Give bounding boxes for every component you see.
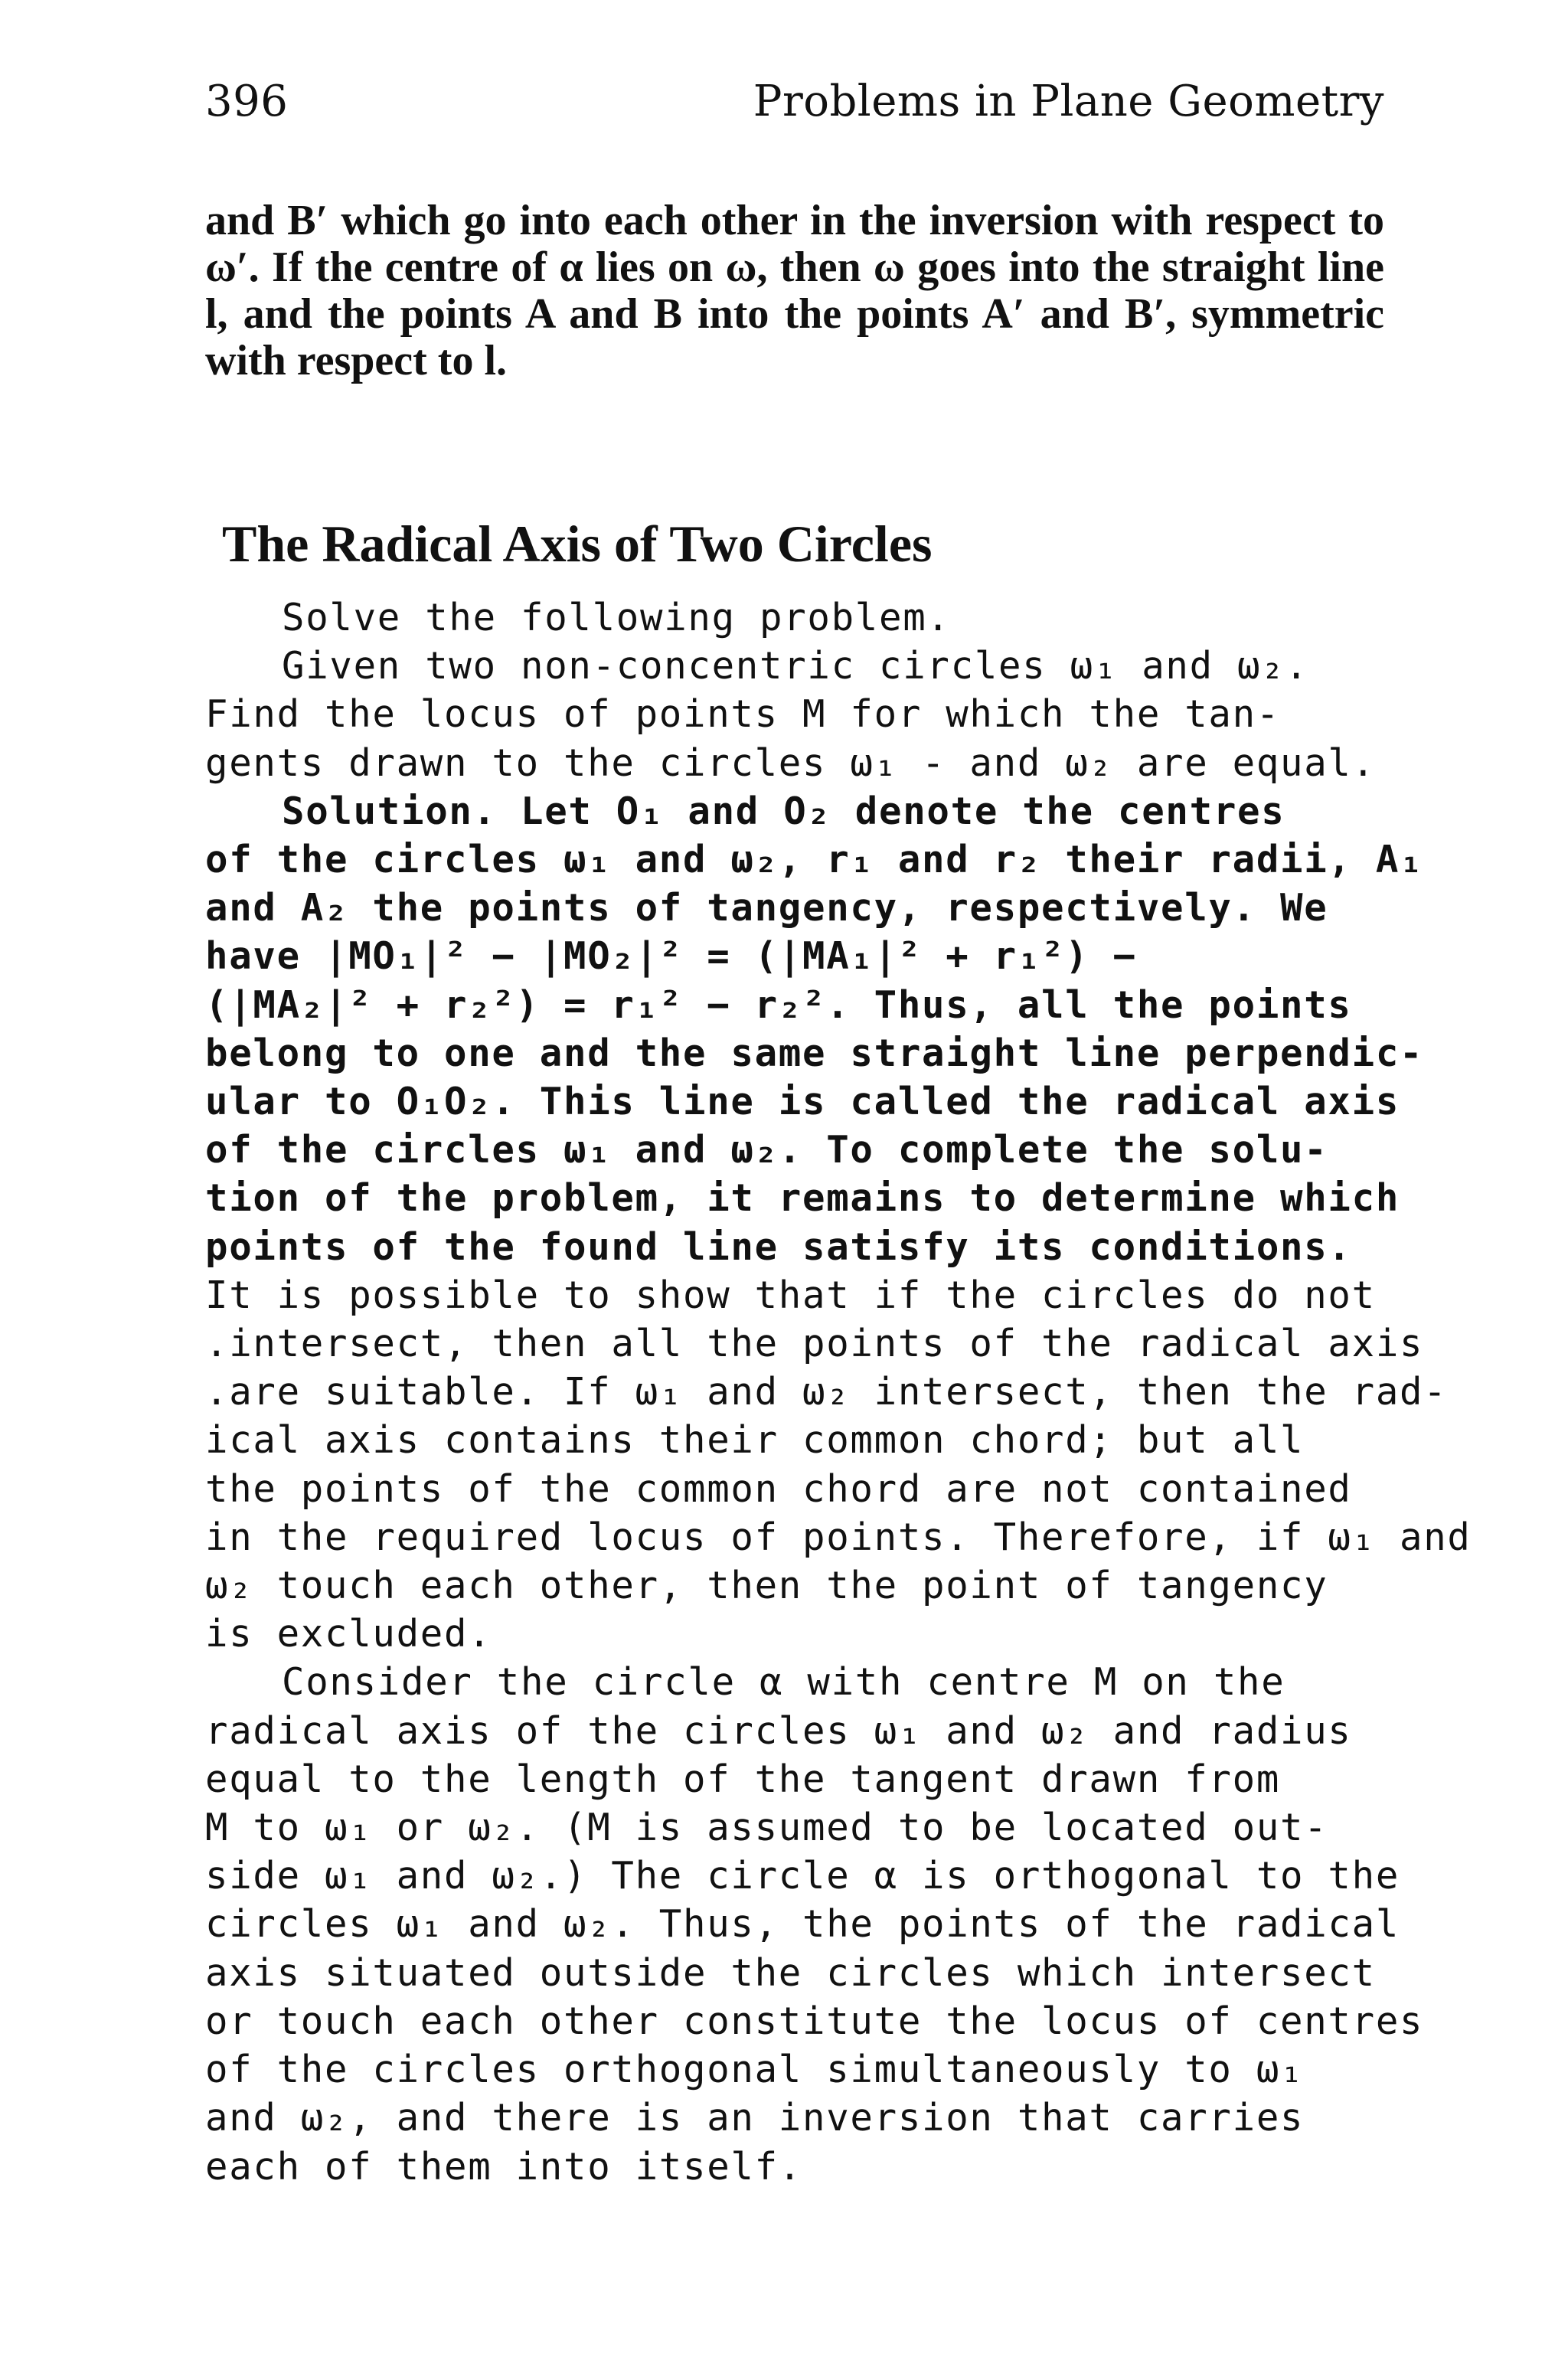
paragraph-line: gents drawn to the circles ω₁ - and ω₂ are equal. — [205, 740, 1376, 785]
paragraph-line: of the circles ω₁ and ω₂, r₁ and r₂ their radii, A₁ — [205, 838, 1424, 882]
paragraph-line: ular to O₁O₂. This line is called the radical axis — [205, 1080, 1400, 1124]
section-title: The Radical Axis of Two Circles — [222, 515, 933, 573]
paragraph-line: Given two non-concentric circles ω₁ and ω₂. — [282, 644, 1309, 688]
paragraph-line: have |MO₁|² − |MO₂|² = (|MA₁|² + r₁²) − — [205, 934, 1137, 979]
paragraph-line: of the circles orthogonal simultaneously to ω₁ — [205, 2048, 1305, 2092]
paragraph-line: is excluded. — [205, 1612, 492, 1656]
paragraph-line: axis situated outside the circles which intersect — [205, 1950, 1376, 1995]
paragraph-line: Solution. Let O₁ and O₂ denote the centres — [282, 789, 1285, 833]
paragraph-line: of the circles ω₁ and ω₂. To complete the solu- — [205, 1128, 1328, 1172]
paragraph-line: tion of the problem, it remains to determine which — [205, 1176, 1400, 1221]
paragraph-line: Solve the following problem. — [282, 596, 951, 639]
paragraph-line: Find the locus of points M for which the tan- — [205, 692, 1281, 737]
paragraph-line: the points of the common chord are not contained — [205, 1466, 1352, 1511]
paragraph-line: in the required locus of points. Therefore, if ω₁ and — [205, 1515, 1472, 1559]
paragraph-line: points of the found line satisfy its conditions. — [205, 1224, 1352, 1269]
page-number: 396 — [205, 77, 289, 126]
paragraph-line: or touch each other constitute the locus of centres — [205, 1999, 1424, 2043]
paragraph-line: radical axis of the circles ω₁ and ω₂ and radius — [205, 1708, 1352, 1753]
section-body — [205, 593, 1472, 2191]
intro-paragraph: and B′ which go into each other in the inversion with respect to ω′. If the centre of α lies on ω, then ω goes into the straight line l, and the points A and B into the points A′ and B′, symmetric with respect to l. — [205, 197, 1384, 384]
running-title: Problems in Plane Geometry — [753, 77, 1384, 126]
page-header — [205, 67, 1384, 136]
paragraph-line: (|MA₂|² + r₂²) = r₁² − r₂². Thus, all the points — [205, 982, 1352, 1027]
paragraph-line: and ω₂, and there is an inversion that carries — [205, 2096, 1305, 2140]
paragraph-line: Consider the circle α with centre M on the — [282, 1660, 1285, 1705]
paragraph-line: .intersect, then all the points of the radical axis — [205, 1322, 1424, 1366]
paragraph-line: belong to one and the same straight line perpendic- — [205, 1031, 1424, 1075]
paragraph-line: ω₂ touch each other, then the point of tangency — [205, 1564, 1328, 1608]
paragraph-line: .are suitable. If ω₁ and ω₂ intersect, then the rad- — [205, 1370, 1448, 1414]
paragraph-line: ical axis contains their common chord; but all — [205, 1418, 1305, 1463]
paragraph-line: each of them into itself. — [205, 2144, 803, 2189]
paragraph-line: equal to the length of the tangent drawn from — [205, 1757, 1281, 1801]
paragraph-line: side ω₁ and ω₂.) The circle α is orthogonal to the — [205, 1854, 1400, 1898]
paragraph-line: and A₂ the points of tangency, respectively. We — [205, 886, 1328, 930]
paragraph-line: circles ω₁ and ω₂. Thus, the points of the radical — [205, 1902, 1400, 1947]
paragraph-line: M to ω₁ or ω₂. (M is assumed to be located out- — [205, 1806, 1328, 1850]
paragraph-line: It is possible to show that if the circles do not — [205, 1273, 1376, 1317]
